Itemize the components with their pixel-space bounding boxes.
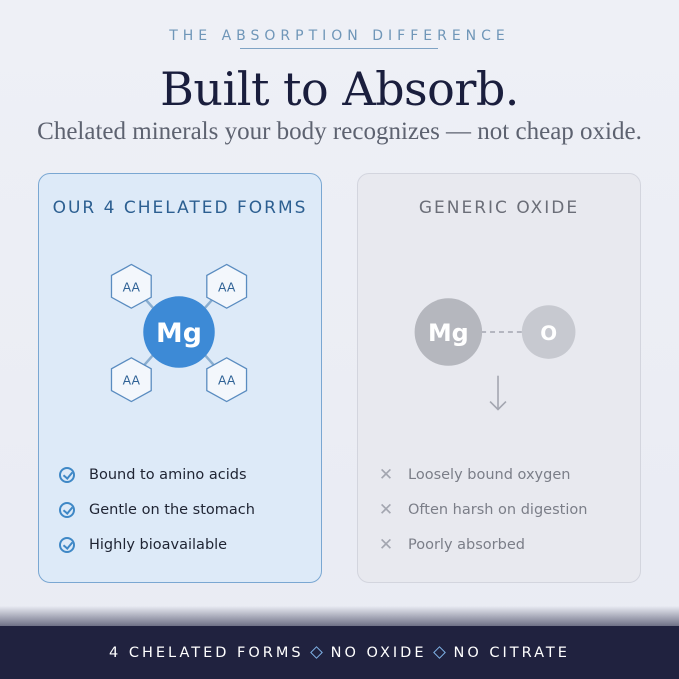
- oxygen-label: O: [540, 321, 558, 345]
- list-item: [378, 527, 630, 562]
- footer-item: 4 CHELATED FORMS: [109, 644, 304, 661]
- ligand-label: AA: [122, 372, 141, 388]
- ligand-label: AA: [122, 279, 141, 295]
- subheadline: Chelated minerals your body recognizes — not cheap oxide.: [37, 118, 642, 145]
- list-item: [59, 492, 311, 527]
- footer-item: NO OXIDE: [330, 644, 427, 661]
- chelated-molecule-diagram: [39, 254, 321, 414]
- drawback-text: Loosely bound oxygen: [408, 466, 571, 483]
- footer-fade: [0, 606, 679, 626]
- chelated-card-title: OUR 4 CHELATED FORMS: [52, 198, 308, 218]
- x-mark-icon: ✕: [378, 534, 394, 555]
- benefit-text: Highly bioavailable: [89, 536, 228, 553]
- magnesium-label: Mg: [427, 318, 469, 347]
- drawback-text: Poorly absorbed: [408, 536, 525, 553]
- list-item: [59, 457, 311, 492]
- eyebrow-underline: [240, 48, 438, 49]
- check-circle-icon: [59, 467, 75, 483]
- ligand-label: AA: [218, 279, 236, 295]
- benefit-text: Gentle on the stomach: [89, 501, 255, 518]
- list-item: [378, 457, 630, 492]
- chelated-forms-card: [38, 173, 322, 583]
- diamond-icon: [433, 646, 446, 659]
- x-mark-icon: ✕: [378, 464, 394, 485]
- headline: Built to Absorb.: [160, 62, 519, 116]
- benefits-list: [59, 457, 311, 562]
- check-circle-icon: [59, 502, 75, 518]
- oxide-card-title: GENERIC OXIDE: [418, 198, 580, 218]
- diamond-icon: [310, 646, 323, 659]
- drawback-text: Often harsh on digestion: [408, 501, 588, 518]
- benefit-text: Bound to amino acids: [89, 466, 247, 483]
- magnesium-label: Mg: [156, 317, 202, 349]
- list-item: [378, 492, 630, 527]
- drawbacks-list: [378, 457, 630, 562]
- footer-banner: [0, 626, 679, 679]
- list-item: [59, 527, 311, 562]
- ligand-label: AA: [218, 372, 236, 388]
- x-mark-icon: ✕: [378, 499, 394, 520]
- footer-item: NO CITRATE: [453, 644, 570, 661]
- oxide-molecule-diagram: [358, 254, 640, 414]
- generic-oxide-card: [357, 173, 641, 583]
- arrow-down-icon: [490, 376, 506, 410]
- check-circle-icon: [59, 537, 75, 553]
- eyebrow-text: THE ABSORPTION DIFFERENCE: [169, 28, 510, 44]
